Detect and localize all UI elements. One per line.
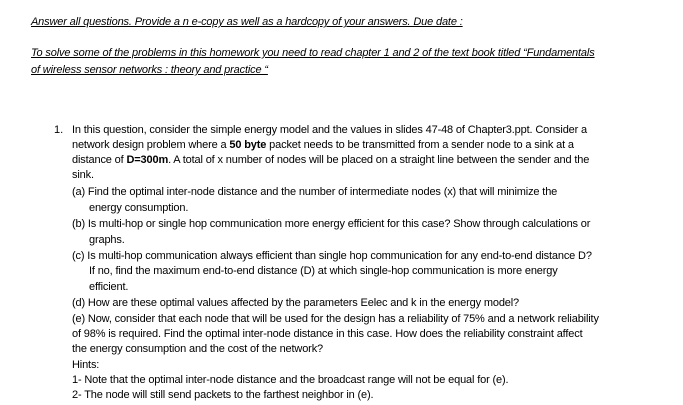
header-line-reading: To solve some of the problems in this homework you need to read chapter 1 and 2 of the text book titled “Fundamentals bbox=[31, 47, 595, 59]
packet-size: 50 byte bbox=[229, 139, 267, 151]
part-e-line-3: the energy consumption and the cost of the network? bbox=[72, 343, 324, 355]
part-a-line-1: (a) Find the optimal inter-node distance and the number of intermediate nodes (x) that will minimize the bbox=[72, 186, 558, 198]
intro-line-2-pre: network design problem where a bbox=[72, 139, 230, 151]
intro-line-2-post: packet needs to be transmitted from a sender node to a sink at a bbox=[266, 139, 574, 151]
distance-value: D=300m bbox=[126, 154, 169, 166]
part-a-line-2: energy consumption. bbox=[89, 202, 189, 214]
intro-line-3-pre: distance of bbox=[72, 154, 127, 166]
intro-line-4: sink. bbox=[72, 169, 94, 181]
part-e-line-1: (e) Now, consider that each node that will be used for the design has a reliability of 75% and a network reliability bbox=[72, 313, 599, 325]
hints-title: Hints: bbox=[72, 359, 100, 371]
part-c-line-1: (c) Is multi-hop communication always efficient than single hop communication for any end-to-end distance D? bbox=[72, 250, 592, 262]
intro-line-3 bbox=[72, 154, 589, 166]
part-e-line-2: of 98% is required. Find the optimal inter-node distance in this case. How does the reliability constraint affect bbox=[72, 328, 583, 340]
hint-2: 2- The node will still send packets to the farthest neighbor in (e). bbox=[72, 389, 374, 401]
header-line-due-date: Answer all questions. Provide a n e-copy as well as a hardcopy of your answers. Due date : bbox=[31, 16, 463, 28]
hint-1: 1- Note that the optimal inter-node distance and the broadcast range will not be equal for (e). bbox=[72, 374, 509, 386]
intro-line-2 bbox=[72, 139, 574, 151]
intro-line-1: In this question, consider the simple energy model and the values in slides 47-48 of Chapter3.ppt. Consider a bbox=[72, 124, 588, 136]
part-b-line-2: graphs. bbox=[89, 234, 125, 246]
question-number: 1. bbox=[54, 124, 64, 136]
part-d-line-1: (d) How are these optimal values affected by the parameters Eelec and k in the energy model? bbox=[72, 297, 520, 309]
part-c-line-2: If no, find the maximum end-to-end distance (D) at which single-hop communication is more energy bbox=[89, 265, 558, 277]
intro-line-3-post: . A total of x number of nodes will be placed on a straight line between the sender and the bbox=[168, 154, 590, 166]
part-c-line-3: efficient. bbox=[89, 281, 129, 293]
part-b-line-1: (b) Is multi-hop or single hop communication more energy efficient for this case? Show through calculations or bbox=[72, 218, 591, 230]
header-line-book-title: of wireless sensor networks : theory and practice “ bbox=[31, 64, 268, 76]
